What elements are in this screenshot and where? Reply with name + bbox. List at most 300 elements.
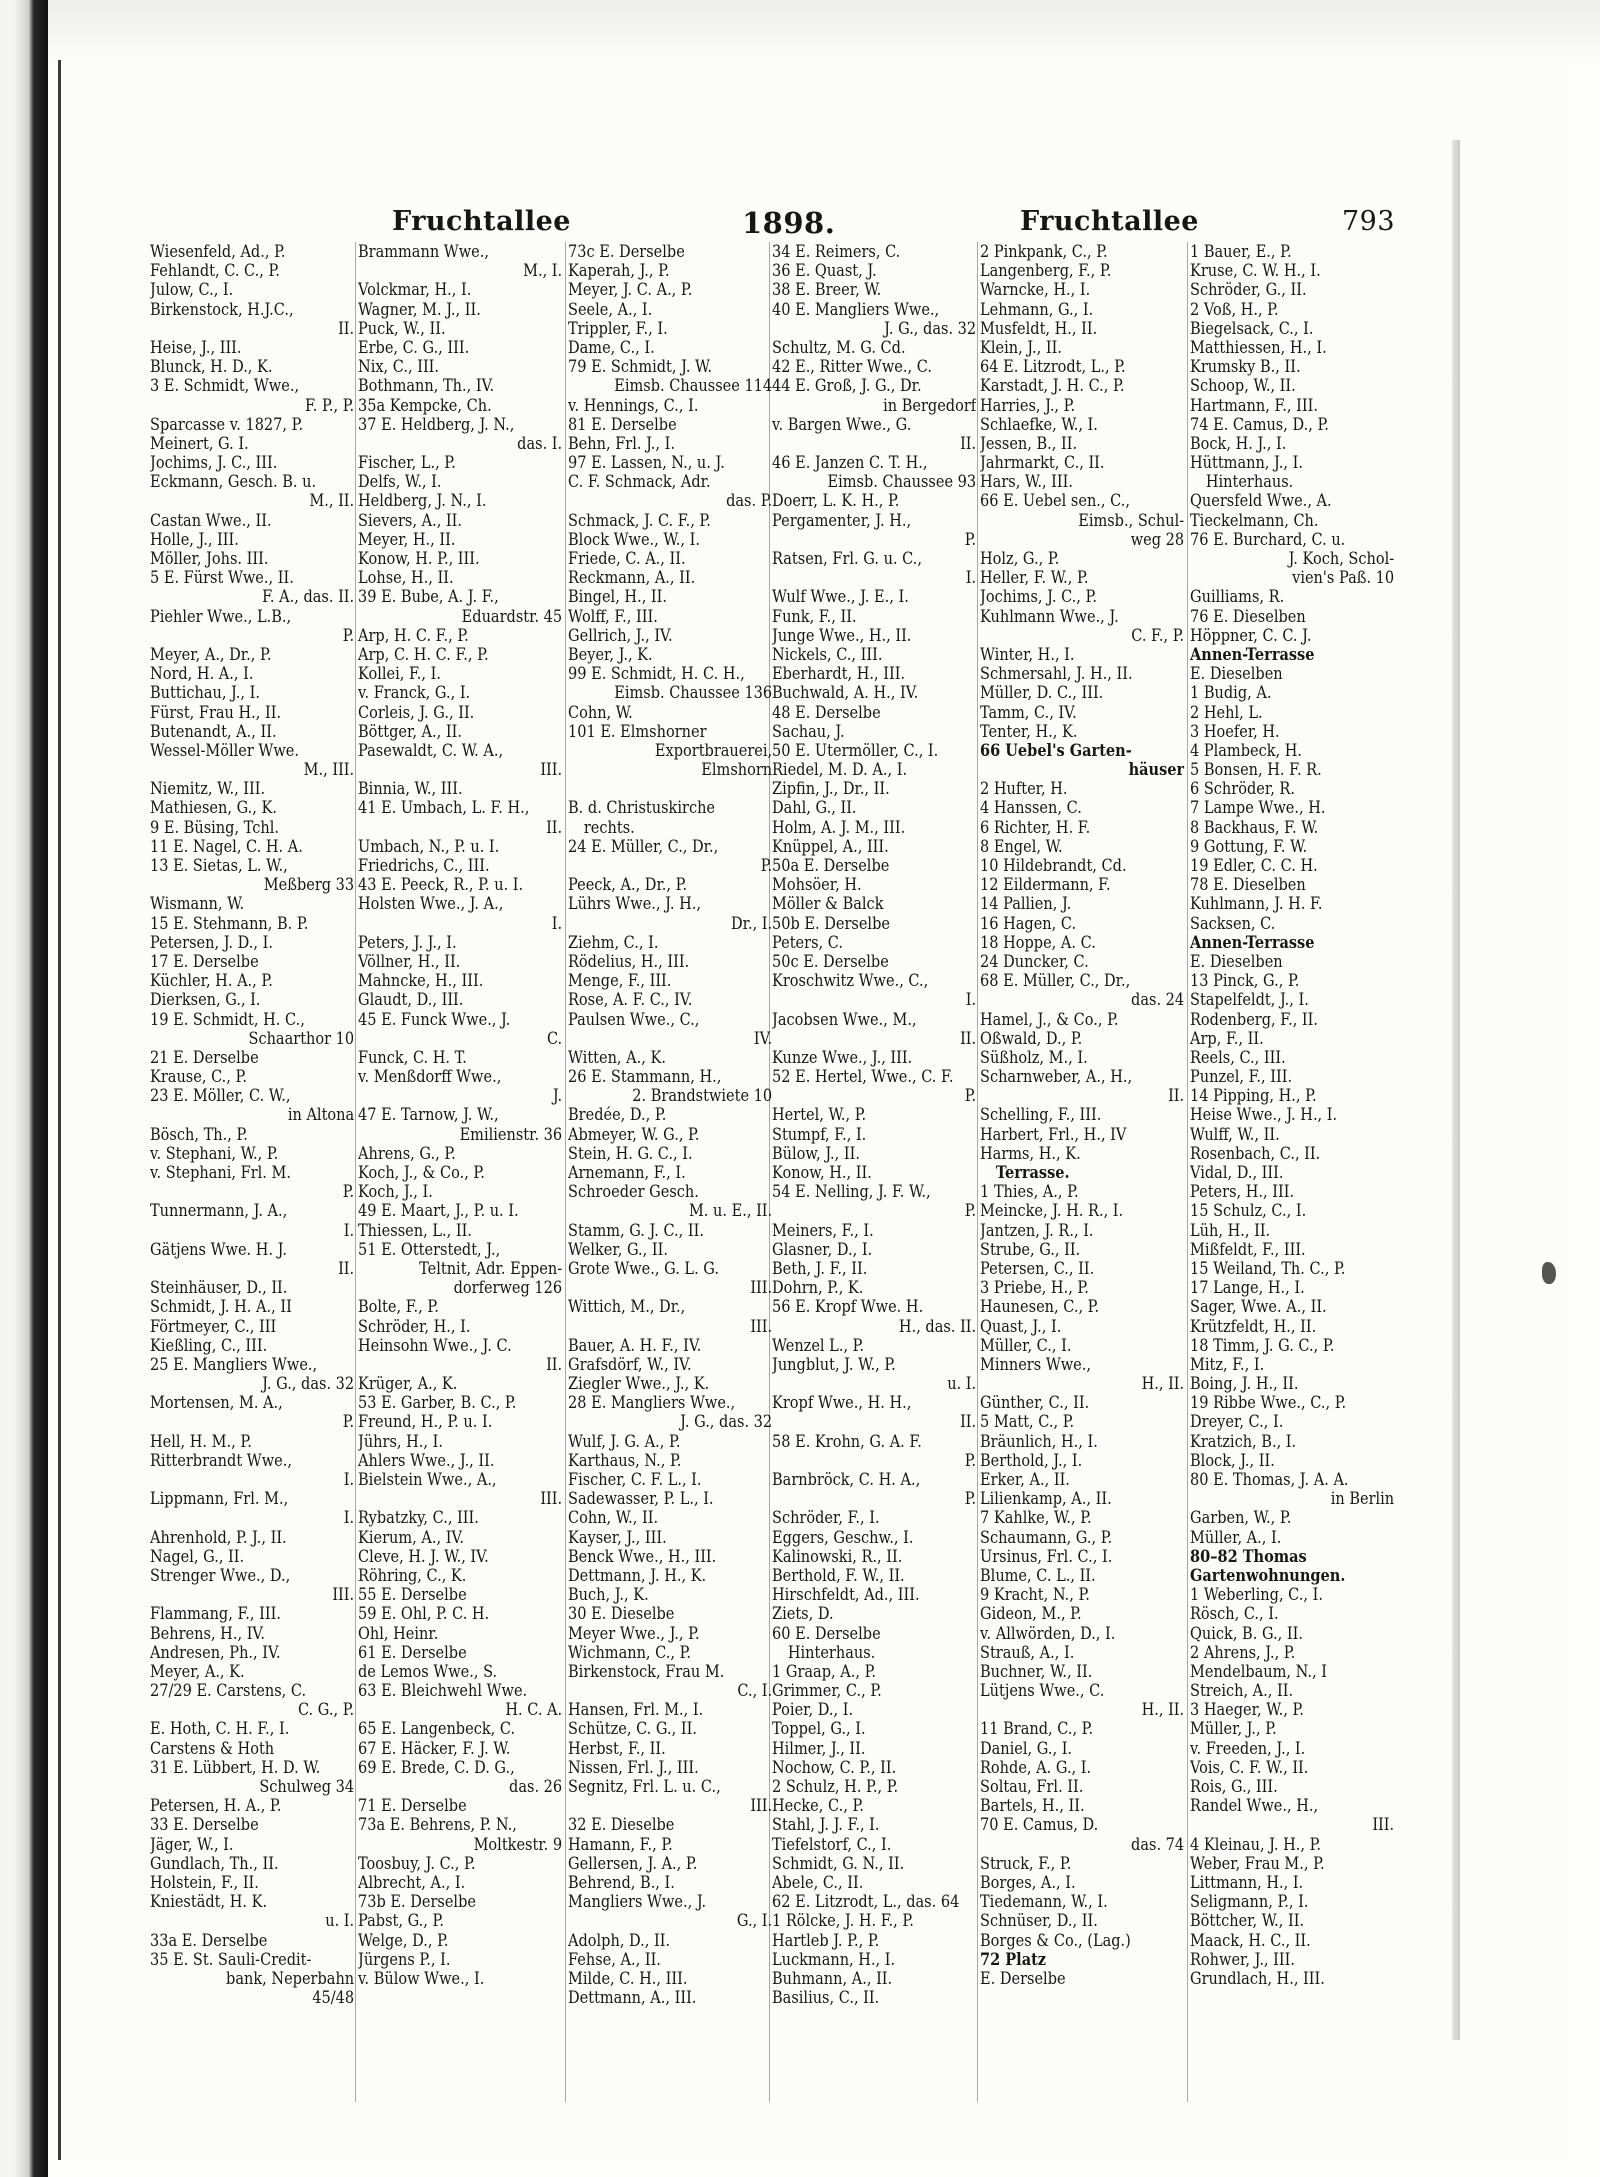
directory-entry: 73c E. Derselbe	[568, 242, 685, 261]
directory-entry: Weber, Frau M., P.	[1190, 1853, 1325, 1873]
directory-entry: Bartels, H., II.	[980, 1796, 1085, 1816]
directory-entry: Toosbuy, J. C., P.	[358, 1853, 476, 1873]
directory-entry: Harries, J., P.	[980, 395, 1076, 415]
directory-entry: Meßberg 33	[263, 875, 355, 895]
directory-entry: 31 E. Lübbert, H. D. W.	[150, 1757, 321, 1777]
directory-entry: Petersen, H. A., P.	[150, 1796, 282, 1816]
directory-entry: Tiefelstorf, C., I.	[772, 1834, 892, 1854]
directory-entry: Förtmeyer, C., III	[150, 1316, 277, 1336]
directory-entry: Reckmann, A., II.	[568, 568, 696, 588]
directory-entry: 1 Weberling, C., I.	[1190, 1585, 1323, 1605]
directory-entry: v. Stephani, W., P.	[150, 1143, 279, 1163]
directory-entry: 70 E. Camus, D.	[980, 1815, 1099, 1835]
directory-entry: Eduardstr. 45	[461, 606, 563, 626]
directory-entry: Schütze, C. G., II.	[568, 1719, 697, 1739]
directory-entry: Eimsb. Chaussee 136	[614, 683, 773, 703]
directory-entry: Stumpf, F., I.	[772, 1124, 867, 1144]
directory-entry: Matthiessen, H., I.	[1190, 337, 1327, 357]
directory-entry: Nord, H. A., I.	[150, 664, 254, 684]
directory-entry: Wulff, W., II.	[1190, 1124, 1280, 1144]
directory-entry: P.	[964, 529, 977, 549]
directory-entry: 50c E. Derselbe	[772, 951, 889, 971]
directory-entry: G., I.	[736, 1911, 773, 1931]
directory-entry: Kayser, J., III.	[568, 1527, 667, 1547]
directory-entry: Rohwer, J., III.	[1190, 1949, 1295, 1969]
directory-column-4	[772, 242, 978, 2102]
directory-entry: 81 E. Derselbe	[568, 414, 677, 434]
directory-entry: Rois, G., III.	[1190, 1777, 1278, 1796]
directory-entry: Wagner, M. J., II.	[358, 299, 481, 319]
directory-entry: Peters, J. J., I.	[358, 932, 457, 952]
directory-entry: 39 E. Bube, A. J. F.,	[358, 587, 499, 607]
directory-entry: Piehler Wwe., L.B.,	[150, 606, 292, 626]
directory-entry: Jochims, J. C., P.	[980, 587, 1097, 607]
directory-column-2	[358, 242, 564, 2102]
directory-entry: Moltkestr. 9	[473, 1834, 563, 1854]
directory-entry: Behrend, B., I.	[568, 1872, 675, 1892]
directory-entry: Blunck, H. D., K.	[150, 357, 273, 377]
directory-entry: Kierum, A., IV.	[358, 1527, 465, 1547]
directory-entry: Birkenstock, Frau M.	[568, 1661, 725, 1681]
directory-entry: Jührs, H., I.	[358, 1431, 444, 1451]
directory-entry: Lütjens Wwe., C.	[980, 1681, 1105, 1701]
directory-entry: Stamm, G. J. C., II.	[568, 1220, 704, 1240]
directory-entry: Schmersahl, J. H., II.	[980, 664, 1133, 684]
directory-entry: 65 E. Langenbeck, C.	[358, 1719, 516, 1739]
directory-entry: Nickels, C., III.	[772, 644, 883, 664]
directory-entry: Möller, Johs. III.	[150, 549, 269, 568]
directory-entry: Bösch, Th., P.	[150, 1124, 248, 1144]
directory-entry: 10 Hildebrandt, Cd.	[980, 856, 1127, 875]
directory-entry: Lilienkamp, A., II.	[980, 1489, 1112, 1509]
directory-entry: Bräunlich, H., I.	[980, 1431, 1098, 1451]
directory-entry: Ziehm, C., I.	[568, 932, 659, 952]
directory-entry: Ahrenhold, P. J., II.	[150, 1527, 287, 1547]
directory-entry: II.	[1168, 1086, 1185, 1106]
directory-entry: Butenandt, A., II.	[150, 721, 277, 741]
directory-entry: Doerr, L. K. H., P.	[772, 491, 900, 511]
directory-entry: Pasewaldt, C. W. A.,	[358, 740, 504, 760]
directory-entry: Emilienstr. 36	[459, 1124, 563, 1144]
directory-entry: 37 E. Heldberg, J. N.,	[358, 414, 515, 434]
directory-entry: Dr., I.	[730, 913, 773, 933]
directory-entry: Fehlandt, C. C., P.	[150, 261, 280, 281]
directory-entry: Schultz, M. G. Cd.	[772, 337, 906, 357]
directory-entry: Guilliams, R.	[1190, 587, 1285, 607]
directory-entry: 67 E. Häcker, F. J. W.	[358, 1738, 511, 1758]
directory-entry: Sievers, A., II.	[358, 510, 463, 530]
directory-entry: P.	[342, 1412, 355, 1432]
directory-entry: Krüger, A., K.	[358, 1374, 458, 1394]
directory-entry: Lührs Wwe., J. H.,	[568, 894, 701, 914]
directory-entry: 53 E. Garber, B. C., P.	[358, 1393, 517, 1413]
directory-entry: 71 E. Derselbe	[358, 1796, 467, 1816]
directory-entry: I.	[343, 1220, 355, 1240]
directory-entry: Buttichau, J., I.	[150, 683, 260, 703]
directory-entry: Holz, G., P.	[980, 549, 1060, 568]
directory-entry: III.	[540, 1489, 563, 1509]
directory-entry: Barnbröck, C. H. A.,	[772, 1470, 921, 1489]
directory-entry: Meyer Wwe., J., P.	[568, 1623, 700, 1643]
directory-entry: Meinert, G. I.	[150, 433, 249, 453]
directory-entry: E. Dieselben	[1190, 951, 1283, 971]
directory-entry: Böttcher, W., II.	[1190, 1911, 1305, 1931]
directory-entry: Fürst, Frau H., II.	[150, 702, 282, 722]
directory-entry: Tamm, C., IV.	[980, 702, 1077, 722]
directory-entry: Borges & Co., (Lag.)	[980, 1930, 1131, 1950]
directory-entry: 13 E. Sietas, L. W.,	[150, 856, 288, 875]
directory-entry: 52 E. Hertel, Wwe., C. F.	[772, 1067, 954, 1087]
directory-entry: Maack, H. C., II.	[1190, 1930, 1311, 1950]
directory-entry: Daniel, G., I.	[980, 1738, 1073, 1758]
directory-entry: de Lemos Wwe., S.	[358, 1661, 498, 1681]
directory-entry: Soltau, Frl. II.	[980, 1777, 1084, 1796]
directory-entry: Harbert, Frl., H., IV	[980, 1124, 1127, 1144]
directory-entry: 8 Backhaus, F. W.	[1190, 817, 1319, 837]
directory-entry: Albrecht, A., I.	[358, 1872, 466, 1892]
directory-entry: Kroschwitz Wwe., C.,	[772, 971, 929, 991]
directory-entry: Arp, H. C. F., P.	[358, 625, 469, 645]
directory-entry: Junge Wwe., H., II.	[772, 625, 912, 645]
directory-entry: Langenberg, F., P.	[980, 261, 1112, 281]
directory-entry: M., II.	[309, 491, 355, 511]
directory-entry: Gideon, M., P.	[980, 1604, 1082, 1624]
directory-entry: 1 Budig, A.	[1190, 683, 1272, 703]
directory-entry: IV.	[753, 1028, 773, 1048]
directory-entry: 24 Duncker, C.	[980, 951, 1089, 971]
directory-entry: 17 E. Derselbe	[150, 951, 259, 971]
directory-entry: 17 Lange, H., I.	[1190, 1278, 1305, 1298]
directory-entry: 21 E. Derselbe	[150, 1047, 259, 1067]
directory-entry: Adolph, D., II.	[568, 1930, 671, 1950]
directory-column-6	[1190, 242, 1396, 2102]
directory-entry: Müller, C., I.	[980, 1335, 1072, 1355]
directory-entry: 4 Kleinau, J. H., P.	[1190, 1834, 1322, 1854]
directory-entry: Holstein, F., II.	[150, 1872, 259, 1892]
directory-entry: Strenger Wwe., D.,	[150, 1565, 291, 1585]
directory-entry: E. Hoth, C. H. F., I.	[150, 1719, 290, 1739]
directory-column-5	[980, 242, 1186, 2102]
directory-entry: Vois, C. F. W., II.	[1190, 1757, 1309, 1777]
column-divider	[565, 242, 566, 2102]
directory-entry: 99 E. Schmidt, H. C. H.,	[568, 664, 745, 684]
directory-entry: Wessel-Möller Wwe.	[150, 740, 299, 760]
directory-entry: Menge, F., III.	[568, 971, 672, 991]
directory-entry: I.	[965, 990, 977, 1010]
directory-entry: Niemitz, W., III.	[150, 779, 266, 799]
directory-entry: 32 E. Dieselbe	[568, 1815, 675, 1835]
directory-entry: Vidal, D., III.	[1190, 1163, 1284, 1182]
directory-entry: Beyer, J., K.	[568, 644, 653, 664]
directory-entry: 44 E. Groß, J. G., Dr.	[772, 376, 922, 396]
directory-entry: Böttger, A., II.	[358, 721, 462, 741]
directory-entry: vien's Paß. 10	[1292, 568, 1395, 588]
directory-entry: II.	[546, 1354, 563, 1374]
directory-entry: Röhring, C., K.	[358, 1565, 467, 1585]
directory-entry: Hell, H. M., P.	[150, 1431, 252, 1451]
directory-entry: C. G., P.	[297, 1700, 355, 1720]
directory-entry: 42 E., Ritter Wwe., C.	[772, 357, 932, 377]
directory-entry: Basilius, C., II.	[772, 1988, 880, 2008]
directory-entry: Abmeyer, W. G., P.	[568, 1124, 700, 1144]
directory-entry: 27/29 E. Carstens, C.	[150, 1681, 307, 1701]
directory-entry: das. 74	[1131, 1834, 1185, 1854]
section-heading: Annen-Terrasse	[1190, 932, 1315, 952]
directory-entry: Kaperah, J., P.	[568, 261, 670, 281]
directory-entry: Meyer, H., II.	[358, 529, 456, 549]
directory-entry: Dettmann, J. H., K.	[568, 1565, 707, 1585]
directory-entry: 1 Thies, A., P.	[980, 1182, 1079, 1202]
directory-entry	[568, 779, 774, 798]
directory-entry: Karthaus, N., P.	[568, 1450, 682, 1470]
directory-entry: 5 E. Fürst Wwe., II.	[150, 568, 294, 588]
directory-entry: P.	[342, 1182, 355, 1202]
directory-entry: Schröder, F., I.	[772, 1508, 880, 1528]
directory-entry: Berthold, F. W., II.	[772, 1565, 905, 1585]
directory-entry: Nagel, G., II.	[150, 1546, 245, 1566]
directory-entry: Süßholz, M., I.	[980, 1047, 1088, 1067]
directory-entry: Binnia, W., III.	[358, 779, 463, 799]
directory-entry: III.	[750, 1796, 773, 1816]
directory-entry: M. u. E., II.	[688, 1201, 773, 1221]
directory-entry: Stahl, J. J. F., I.	[772, 1815, 880, 1835]
directory-entry: Schroeder Gesch.	[568, 1182, 699, 1202]
directory-entry: v. Menßdorff Wwe.,	[358, 1067, 502, 1087]
directory-entry: Glasner, D., I.	[772, 1239, 873, 1259]
directory-entry: 19 Ribbe Wwe., C., P.	[1190, 1393, 1347, 1413]
directory-entry: H. C. A.	[505, 1700, 563, 1720]
directory-entry: Zipfin, J., Dr., II.	[772, 779, 890, 799]
directory-entry: 49 E. Maart, J., P. u. I.	[358, 1201, 519, 1221]
directory-entry: Schaarthor 10	[248, 1028, 355, 1048]
directory-entry: Schulweg 34	[259, 1777, 355, 1796]
running-head-year: 1898.	[742, 206, 836, 240]
directory-entry: E. Derselbe	[980, 1968, 1066, 1988]
directory-entry: 54 E. Nelling, J. F. W.,	[772, 1182, 931, 1202]
directory-entry: 35 E. St. Sauli-Credit-	[150, 1949, 312, 1969]
directory-entry: 56 E. Kropf Wwe. H.	[772, 1297, 924, 1317]
directory-entry: Birkenstock, H.J.C.,	[150, 299, 294, 319]
directory-entry: 79 E. Schmidt, J. W.	[568, 357, 713, 377]
directory-entry: 61 E. Derselbe	[358, 1642, 467, 1662]
directory-entry: Arp, F., II.	[1190, 1028, 1264, 1048]
directory-entry: 7 Kahlke, W., P.	[980, 1508, 1092, 1528]
directory-entry: Mortensen, M. A.,	[150, 1393, 283, 1413]
directory-entry: Grundlach, H., III.	[1190, 1968, 1325, 1988]
directory-entry: Kratzich, B., I.	[1190, 1431, 1297, 1451]
directory-entry: Luckmann, H., I.	[772, 1949, 896, 1969]
directory-entry: Knüppel, A., III.	[772, 836, 889, 856]
directory-entry: 28 E. Mangliers Wwe.,	[568, 1393, 736, 1413]
directory-entry: H., II.	[1141, 1700, 1185, 1720]
directory-entry: Hecke, C., P.	[772, 1796, 864, 1816]
directory-entry: Buchner, W., II.	[980, 1661, 1093, 1681]
directory-entry: Hartmann, F., III.	[1190, 395, 1318, 415]
directory-entry: Block, J., II.	[1190, 1450, 1275, 1470]
directory-entry: 9 E. Büsing, Tchl.	[150, 817, 279, 837]
running-head-left: Fruchtallee	[392, 206, 571, 237]
directory-entry: Müller, A., I.	[1190, 1527, 1282, 1547]
directory-entry: III.	[750, 1278, 773, 1298]
directory-entry: Freund, H., P. u. I.	[358, 1412, 493, 1432]
directory-entry: Mißfeldt, F., III.	[1190, 1239, 1306, 1259]
directory-entry: Eggers, Geschw., I.	[772, 1527, 914, 1547]
directory-entry: 11 Brand, C., P.	[980, 1719, 1094, 1739]
directory-entry: 2 Voß, H., P.	[1190, 299, 1279, 319]
directory-entry: Bolte, F., P.	[358, 1297, 439, 1317]
directory-entry: Dame, C., I.	[568, 337, 655, 357]
directory-entry: Rödelius, H., III.	[568, 951, 690, 971]
directory-entry: III.	[1372, 1815, 1395, 1835]
directory-entry: Tiedemann, W., I.	[980, 1892, 1108, 1912]
directory-entry: Rösch, C., I.	[1190, 1604, 1279, 1624]
directory-entry: I.	[343, 1508, 355, 1528]
directory-entry: 19 E. Schmidt, H. C.,	[150, 1009, 305, 1029]
directory-entry: E. Dieselben	[1190, 664, 1283, 684]
directory-entry: Müller, D. C., III.	[980, 683, 1104, 703]
directory-entry: Beth, J. F., II.	[772, 1258, 868, 1278]
directory-entry: Segnitz, Frl. L. u. C.,	[568, 1777, 721, 1796]
directory-entry: u. I.	[947, 1374, 977, 1394]
directory-entry: 55 E. Derselbe	[358, 1585, 467, 1605]
directory-entry: Holsten Wwe., J. A.,	[358, 894, 504, 914]
directory-entry: Ratsen, Frl. G. u. C.,	[772, 549, 922, 568]
directory-entry: 46 E. Janzen C. T. H.,	[772, 453, 928, 473]
directory-entry: Günther, C., II.	[980, 1393, 1090, 1413]
directory-entry: Hinterhaus.	[787, 1642, 876, 1662]
directory-entry: 33 E. Derselbe	[150, 1815, 259, 1835]
directory-entry: Lüh, H., II.	[1190, 1220, 1271, 1240]
directory-entry: Peters, C.	[772, 932, 843, 952]
directory-entry: Winter, H., I.	[980, 644, 1075, 664]
directory-entry: Gellersen, J. A., P.	[568, 1853, 698, 1873]
directory-entry: 6 Richter, H. F.	[980, 817, 1091, 837]
directory-entry: Eimsb. Chaussee 114	[614, 376, 773, 396]
directory-entry: Erbe, C. G., III.	[358, 337, 470, 357]
directory-entry: Gellrich, J., IV.	[568, 625, 673, 645]
directory-entry: Quersfeld Wwe., A.	[1190, 491, 1332, 511]
directory-entry: Tunnermann, J. A.,	[150, 1201, 288, 1221]
directory-entry: J. G., das. 32	[680, 1412, 773, 1432]
directory-entry: Umbach, N., P. u. I.	[358, 836, 500, 856]
directory-entry: 3 Hoefer, H.	[1190, 721, 1280, 741]
section-heading: häuser	[1128, 760, 1185, 780]
running-head-right: Fruchtallee	[1020, 206, 1199, 237]
directory-entry: 60 E. Derselbe	[772, 1623, 881, 1643]
page-top-shadow	[48, 0, 1600, 62]
directory-entry: 23 E. Möller, C. W.,	[150, 1086, 291, 1106]
directory-entry: 4 Hanssen, C.	[980, 798, 1082, 818]
directory-entry: Wiesenfeld, Ad., P.	[150, 242, 286, 261]
directory-entry: 34 E. Reimers, C.	[772, 242, 901, 261]
directory-entry: Block Wwe., W., I.	[568, 529, 700, 549]
directory-entry: 74 E. Camus, D., P.	[1190, 414, 1329, 434]
directory-entry: 15 Schulz, C., I.	[1190, 1201, 1307, 1221]
directory-entry: 15 Weiland, Th. C., P.	[1190, 1258, 1346, 1278]
directory-entry: Hamann, F., P.	[568, 1834, 673, 1854]
directory-entry: Mathiesen, G., K.	[150, 798, 277, 818]
directory-entry: Buchwald, A. H., IV.	[772, 683, 919, 703]
directory-entry: Friede, C. A., II.	[568, 549, 686, 568]
directory-entry: Gundlach, Th., II.	[150, 1853, 279, 1873]
directory-entry: Kalinowski, R., II.	[772, 1546, 903, 1566]
directory-entry: Quick, B. G., II.	[1190, 1623, 1303, 1643]
directory-entry: 5 Matt, C., P.	[980, 1412, 1075, 1432]
directory-entry: Reels, C., III.	[1190, 1047, 1286, 1067]
directory-entry: Konow, H., II.	[772, 1163, 872, 1182]
directory-entry: Jungblut, J. W., P.	[772, 1354, 896, 1374]
directory-entry: Minners Wwe.,	[980, 1354, 1092, 1374]
directory-entry: Pergamenter, J. H.,	[772, 510, 912, 530]
directory-entry: 16 Hagen, C.	[980, 913, 1077, 933]
directory-entry: Rose, A. F. C., IV.	[568, 990, 693, 1010]
directory-entry: Volckmar, H., I.	[358, 280, 472, 300]
directory-entry: das. P.	[726, 491, 773, 511]
directory-entry: 40 E. Mangliers Wwe.,	[772, 299, 940, 319]
directory-entry: Tenter, H., K.	[980, 721, 1078, 741]
directory-entry: Cohn, W., II.	[568, 1508, 659, 1528]
directory-entry: Mendelbaum, N., I	[1190, 1661, 1328, 1681]
directory-entry: Milde, C. H., III.	[568, 1968, 688, 1988]
directory-entry: v. Stephani, Frl. M.	[150, 1163, 291, 1182]
directory-entry: Fischer, L., P.	[358, 453, 456, 473]
directory-entry: 50b E. Derselbe	[772, 913, 890, 933]
directory-entry: Paulsen Wwe., C.,	[568, 1009, 700, 1029]
directory-entry: 51 E. Otterstedt, J.,	[358, 1239, 501, 1259]
directory-entry: 2. Brandstwiete 10	[632, 1086, 773, 1106]
directory-entry: P.	[760, 856, 773, 875]
directory-entry: 36 E. Quast, J.	[772, 261, 877, 281]
directory-entry: Nochow, C. P., II.	[772, 1757, 897, 1777]
directory-entry: Flammang, F., III.	[150, 1604, 281, 1624]
directory-entry: Müller, J., P.	[1190, 1719, 1277, 1739]
directory-entry: Strube, G., II.	[980, 1239, 1081, 1259]
directory-entry: Hertel, W., P.	[772, 1105, 867, 1125]
directory-entry: Elmshorn	[701, 760, 773, 780]
directory-entry: Karstadt, J. H. C., P.	[980, 376, 1125, 396]
directory-entry: in Bergedorf	[883, 395, 977, 415]
directory-entry: Poier, D., I.	[772, 1700, 854, 1720]
directory-entry: Bothmann, Th., IV.	[358, 376, 495, 396]
directory-entry: I.	[551, 913, 563, 933]
directory-entry: 9 Kracht, N., P.	[980, 1585, 1090, 1605]
directory-entry: Grafsdörf, W., IV.	[568, 1354, 692, 1374]
directory-entry: v. Bülow Wwe., I.	[358, 1968, 485, 1988]
directory-entry: 8 Engel, W.	[980, 836, 1063, 856]
directory-entry: Schoop, W., II.	[1190, 376, 1296, 396]
directory-entry: II.	[338, 318, 355, 338]
directory-entry: Funck, C. H. T.	[358, 1047, 467, 1067]
directory-entry: Nix, C., III.	[358, 357, 440, 377]
directory-entry: Haunesen, C., P.	[980, 1297, 1100, 1317]
directory-entry: Hüttmann, J., I.	[1190, 453, 1303, 473]
directory-entry: v. Freeden, J., I.	[1190, 1738, 1306, 1758]
directory-entry: Hilmer, J., II.	[772, 1738, 866, 1758]
directory-entry: Lohse, H., II.	[358, 568, 454, 588]
directory-entry: 1 Rölcke, J. H. F., P.	[772, 1911, 914, 1931]
directory-entry: Schröder, G., II.	[1190, 280, 1307, 300]
directory-entry: Mahncke, H., III.	[358, 971, 484, 991]
directory-entry: 2 Hufter, H.	[980, 779, 1068, 799]
directory-entry: Schmidt, G. N., II.	[772, 1853, 905, 1873]
directory-entry: 7 Lampe Wwe., H.	[1190, 798, 1326, 818]
directory-entry: 45 E. Funck Wwe., J.	[358, 1009, 511, 1029]
directory-entry: 1 Bauer, E., P.	[1190, 242, 1292, 261]
directory-entry: weg 28	[1130, 529, 1185, 549]
directory-entry: Heller, F. W., P.	[980, 568, 1089, 588]
directory-entry: Cohn, W.	[568, 702, 633, 722]
directory-entry: Warncke, H., I.	[980, 280, 1091, 300]
